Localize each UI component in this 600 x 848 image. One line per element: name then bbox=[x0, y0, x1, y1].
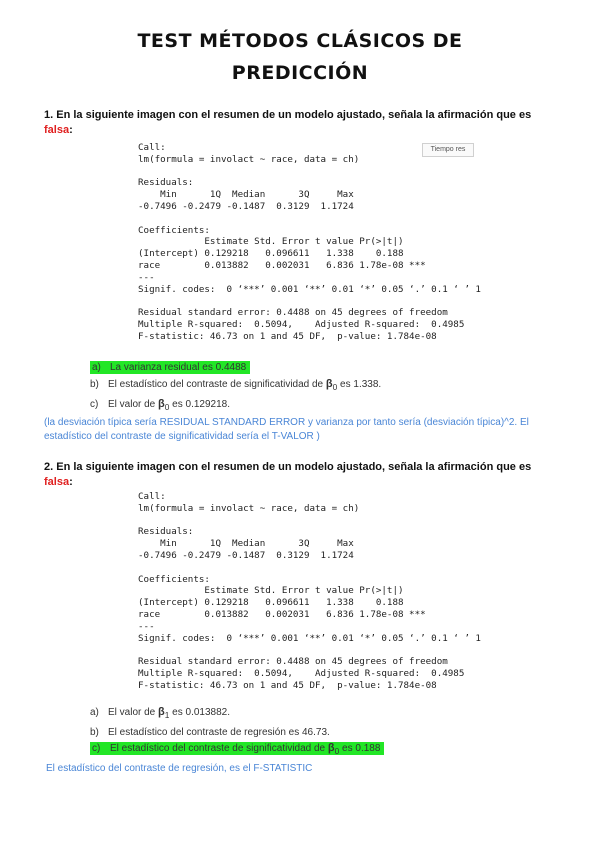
page-title-line-1: TEST MÉTODOS CLÁSICOS DE bbox=[137, 30, 463, 52]
question-1 bbox=[44, 108, 564, 138]
q2-answer-note: El estadístico del contraste de regresión, es el F-STATISTIC bbox=[46, 763, 313, 774]
q2-option-c-highlight: c) El estadístico del contraste de significatividad de $\beta_0$ es 0.188 bbox=[90, 742, 384, 755]
question-1-text: 1. En la siguiente imagen con el resumen de un modelo ajustado, señala la afirmación que es bbox=[44, 109, 532, 121]
question-2 bbox=[44, 460, 564, 490]
r-summary-screenshot-1 bbox=[132, 136, 481, 354]
q2-option-a[interactable]: a) El valor de $\beta_1$ es 0.013882. bbox=[90, 706, 230, 720]
question-1-emphasis: falsa bbox=[44, 124, 70, 136]
page-title-line-2: PREDICCIÓN bbox=[231, 62, 369, 84]
q1-option-c[interactable]: c) El valor de $\beta_0$ es 0.129218. bbox=[90, 398, 230, 412]
q2-option-c[interactable] bbox=[90, 742, 384, 758]
q1-option-a[interactable] bbox=[90, 361, 250, 374]
q2-option-b[interactable]: b) El estadístico del contraste de regresión es 46.73. bbox=[90, 727, 330, 738]
r-output-2: Call: lm(formula = involact ~ race, data = ch) Residuals: Min 1Q Median 3Q Max -0.7496 -0.2479 -0.1487 0.3129 1.1724 Coefficients: Estimate Std. Error t value Pr(>|t|) (Intercept) 0.129218 0.096611 1.338 0.188 race 0.013882 0.002031 6.836 1.78e-08 *** --- Signif. codes: 0 ‘***’ 0.001 ‘**’ 0.01 ‘*’ 0.05 ‘.’ 0.1 ‘ ’ 1 Residual standard error: 0.4488 on 45 degrees of freedom Multiple R-squared: 0.5094, Adjusted R-squared: 0.4985 F-statistic: 46.73 on 1 and 45 DF, p-value: 1.784e-08 bbox=[138, 491, 481, 691]
tiempo-restante-tag: Tiempo res bbox=[422, 143, 474, 157]
question-2-colon: : bbox=[69, 476, 73, 488]
question-2-text: 2. En la siguiente imagen con el resumen de un modelo ajustado, señala la afirmación que es bbox=[44, 461, 532, 473]
r-output-1: Call: lm(formula = involact ~ race, data = ch) Residuals: Min 1Q Median 3Q Max -0.7496 -0.2479 -0.1487 0.3129 1.1724 Coefficients: Estimate Std. Error t value Pr(>|t|) (Intercept) 0.129218 0.096611 1.338 0.188 race 0.013882 0.002031 6.836 1.78e-08 *** --- Signif. codes: 0 ‘***’ 0.001 ‘**’ 0.01 ‘*’ 0.05 ‘.’ 0.1 ‘ ’ 1 Residual standard error: 0.4488 on 45 degrees of freedom Multiple R-squared: 0.5094, Adjusted R-squared: 0.4985 F-statistic: 46.73 on 1 and 45 DF, p-value: 1.784e-08 bbox=[138, 142, 481, 342]
question-2-emphasis: falsa bbox=[44, 476, 70, 488]
question-1-colon: : bbox=[69, 124, 73, 136]
q1-option-b[interactable]: b) El estadístico del contraste de significatividad de $\beta_0$ es 1.338. bbox=[90, 378, 382, 392]
q1-answer-note: (la desviación típica sería RESIDUAL STANDARD ERROR y varianza por tanto sería (desviación típica)^2. El estadístico del contraste de significatividad sería el T-VALOR ) bbox=[44, 417, 529, 442]
q1-option-a-highlight: a) La varianza residual es 0.4488 bbox=[90, 361, 250, 374]
